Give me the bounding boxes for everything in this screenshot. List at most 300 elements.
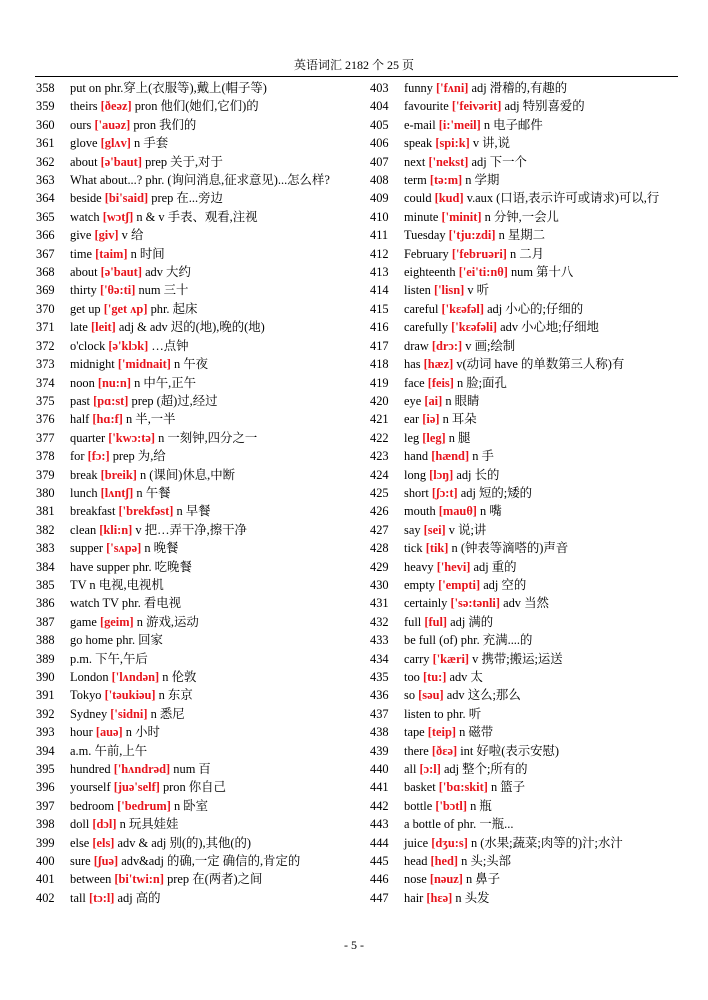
- entry-definition: n 午餐: [136, 485, 171, 500]
- entry-definition: adj 满的: [450, 614, 494, 629]
- entry-pronunciation: ['fʌni]: [436, 81, 469, 95]
- vocab-entry: [36, 300, 358, 318]
- entry-definition: 下午,午后: [95, 651, 148, 666]
- entry-pronunciation: [ʃuə]: [93, 854, 119, 869]
- entry-definition: prep 在(两者)之间: [167, 872, 263, 887]
- entry-definition: adv & adj 别(的),其他(的): [117, 835, 252, 850]
- entry-word: bedroom: [70, 798, 115, 813]
- entry-number: 389: [36, 651, 55, 666]
- entry-number: 434: [370, 651, 389, 666]
- entry-pronunciation: [ðeəz]: [100, 99, 132, 114]
- entry-definition: num 百: [173, 762, 211, 777]
- entry-word: long: [404, 467, 427, 482]
- entry-word: head: [404, 854, 428, 869]
- entry-number: 425: [370, 485, 389, 500]
- vocab-entry: [370, 834, 680, 852]
- entry-pronunciation: [pɑ:st]: [93, 393, 129, 408]
- entry-definition: n 半,一半: [126, 412, 176, 427]
- entry-definition: n 嘴: [480, 504, 502, 519]
- entry-word: o'clock: [70, 338, 106, 353]
- entry-word: noon: [70, 375, 95, 390]
- entry-pronunciation: [mauθ]: [438, 504, 477, 519]
- vocab-entry: [370, 134, 680, 152]
- entry-word: hair: [404, 890, 424, 905]
- entry-pronunciation: ['kɛəfəl]: [441, 301, 484, 316]
- vocab-entry: [370, 723, 680, 741]
- entry-word: Sydney: [70, 706, 108, 721]
- entry-definition: num 三十: [138, 283, 189, 298]
- entry-number: 364: [36, 191, 55, 206]
- entry-pronunciation: [hɑ:f]: [92, 412, 123, 427]
- entry-definition: adj 长的: [456, 467, 500, 482]
- entry-pronunciation: ['midnait]: [117, 357, 171, 372]
- entry-number: 437: [370, 706, 389, 721]
- entry-pronunciation: [taim]: [95, 246, 128, 261]
- entry-word: there: [404, 743, 429, 758]
- entry-number: 435: [370, 670, 389, 684]
- entry-number: 405: [370, 117, 389, 132]
- entry-word: term: [404, 173, 427, 188]
- vocab-entry: [370, 466, 680, 484]
- entry-word: between: [70, 872, 112, 887]
- vocab-entry: [36, 429, 358, 447]
- entry-definition: adj 下一个: [471, 154, 527, 169]
- entry-definition: n 头;头部: [461, 854, 512, 869]
- entry-word: e-mail: [404, 117, 436, 132]
- entry-definition: n 小时: [125, 725, 160, 740]
- entry-definition: phr. 充满....的: [460, 633, 533, 648]
- vocab-entry: [36, 447, 358, 465]
- entry-number: 384: [36, 559, 55, 574]
- entry-word: February: [404, 246, 449, 261]
- entry-definition: n 玩具娃娃: [119, 817, 179, 832]
- entry-pronunciation: ['kɛəfəli]: [451, 320, 498, 335]
- entry-pronunciation: [tu:]: [422, 670, 447, 684]
- vocab-entry: [370, 668, 680, 686]
- vocab-entry: [36, 374, 358, 392]
- entry-definition: v 把…弄干净,擦干净: [135, 522, 247, 537]
- entry-word: heavy: [404, 559, 434, 574]
- entry-number: 394: [36, 743, 55, 758]
- entry-definition: adv 当然: [503, 596, 549, 611]
- entry-pronunciation: ['nekst]: [428, 154, 469, 169]
- entry-word: all: [404, 762, 417, 777]
- entry-pronunciation: ['sə:tənli]: [450, 596, 500, 611]
- entry-pronunciation: [hænd]: [431, 449, 470, 464]
- entry-number: 436: [370, 688, 389, 703]
- entry-number: 377: [36, 430, 55, 445]
- entry-pronunciation: [wɔtʃ]: [102, 209, 134, 224]
- entry-number: 442: [370, 798, 389, 813]
- entry-definition: prep (超)过,经过: [131, 393, 218, 408]
- vocab-entry: [36, 613, 358, 631]
- vocab-entry: [36, 355, 358, 373]
- entry-pronunciation: ['feivərit]: [451, 99, 502, 114]
- entry-word: else: [70, 835, 90, 850]
- vocab-entry: [36, 852, 358, 870]
- entry-word: funny: [404, 81, 433, 95]
- entry-pronunciation: [kli:n]: [99, 522, 133, 537]
- entry-pronunciation: [glʌv]: [100, 136, 131, 151]
- entry-word: draw: [404, 338, 429, 353]
- entry-definition: phr.穿上(衣服等),戴上(帽子等): [104, 81, 267, 95]
- entry-word: tick: [404, 541, 423, 556]
- entry-word: full: [404, 614, 422, 629]
- entry-definition: n 早餐: [176, 504, 211, 519]
- entry-word: tape: [404, 725, 425, 740]
- vocab-entry: [36, 392, 358, 410]
- entry-number: 431: [370, 596, 389, 611]
- entry-pronunciation: ['kæri]: [432, 651, 470, 666]
- entry-number: 397: [36, 798, 55, 813]
- vocab-entry: [36, 281, 358, 299]
- vocab-entry: [370, 594, 680, 612]
- entry-number: 360: [36, 117, 55, 132]
- entry-number: 426: [370, 504, 389, 519]
- entry-word: midnight: [70, 357, 115, 372]
- entry-definition: v 画;绘制: [465, 338, 516, 353]
- entry-pronunciation: ['bɔtl]: [435, 798, 467, 813]
- vocab-entry: [370, 558, 680, 576]
- entry-word: a.m.: [70, 743, 92, 758]
- entry-definition: adj 滑稽的,有趣的: [471, 81, 568, 95]
- entry-word: have supper: [70, 559, 130, 574]
- entry-word: be full (of): [404, 633, 458, 648]
- entry-word: break: [70, 467, 98, 482]
- entry-word: beside: [70, 191, 102, 206]
- vocab-entry: [370, 79, 680, 97]
- entry-definition: n 头发: [455, 890, 490, 905]
- entry-number: 412: [370, 246, 389, 261]
- entry-definition: phr. (询问消息,征求意见)...怎么样?: [145, 173, 330, 188]
- entry-definition: adj 短的;矮的: [460, 485, 533, 500]
- entry-definition: n 二月: [510, 246, 545, 261]
- entry-word: listen to: [404, 706, 444, 721]
- entry-number: 376: [36, 412, 55, 427]
- entry-number: 401: [36, 872, 55, 887]
- entry-number: 408: [370, 173, 389, 188]
- entry-number: 375: [36, 393, 55, 408]
- vocab-entry: [36, 226, 358, 244]
- entry-word: face: [404, 375, 425, 390]
- entry-definition: n 脸;面孔: [457, 375, 507, 390]
- vocab-entry: [36, 521, 358, 539]
- entry-pronunciation: ['təukiəu]: [104, 688, 156, 703]
- entry-word: hundred: [70, 762, 111, 777]
- entry-number: 415: [370, 301, 389, 316]
- entry-number: 396: [36, 780, 55, 795]
- entry-definition: n 星期二: [498, 228, 546, 243]
- entry-pronunciation: [els]: [92, 835, 115, 850]
- entry-number: 445: [370, 854, 389, 869]
- header-rule: [35, 76, 678, 77]
- entry-word: TV: [70, 577, 87, 592]
- entry-definition: v(动词 have 的单数第三人称)有: [456, 357, 625, 372]
- entry-pronunciation: [ə'baut]: [100, 265, 142, 280]
- entry-definition: phr. 回家: [116, 633, 163, 648]
- entry-word: supper: [70, 541, 104, 556]
- entry-definition: n 游戏,运动: [136, 614, 199, 629]
- entry-number: 387: [36, 614, 55, 629]
- entry-definition: n 东京: [158, 688, 193, 703]
- entry-pronunciation: [ə'klɔk]: [108, 338, 149, 353]
- entry-definition: …点钟: [151, 338, 189, 353]
- entry-number: 390: [36, 670, 55, 684]
- vocab-entry: [370, 116, 680, 134]
- vocab-entry: [36, 815, 358, 833]
- vocab-entry: [370, 631, 680, 649]
- entry-pronunciation: ['sidni]: [110, 706, 148, 721]
- entry-definition: n 时间: [130, 246, 165, 261]
- entry-word: has: [404, 357, 421, 372]
- entry-number: 422: [370, 430, 389, 445]
- entry-definition: prep 关于,对于: [145, 154, 223, 169]
- entry-definition: adj & adv 迟的(地),晚的(地): [118, 320, 265, 335]
- vocab-entry: [370, 797, 680, 815]
- entry-definition: phr. 一瓶...: [457, 817, 514, 832]
- entry-definition: adj 特别喜爱的: [504, 99, 585, 114]
- entry-number: 409: [370, 191, 389, 206]
- vocab-entry: [370, 870, 680, 888]
- vocab-entry: [370, 539, 680, 557]
- entry-pronunciation: ['kwɔ:tə]: [108, 430, 155, 445]
- vocab-entry: [370, 521, 680, 539]
- vocab-entry: [36, 576, 358, 594]
- entry-pronunciation: [iə]: [422, 412, 440, 427]
- entry-number: 393: [36, 725, 55, 740]
- entry-number: 379: [36, 467, 55, 482]
- entry-definition: n 电视,电视机: [89, 577, 164, 592]
- vocab-entry: [370, 318, 680, 336]
- entry-pronunciation: [breik]: [100, 467, 137, 482]
- entry-number: 406: [370, 136, 389, 151]
- entry-definition: n 晚餐: [144, 541, 179, 556]
- entry-number: 423: [370, 449, 389, 464]
- entry-definition: n 伦敦: [162, 670, 197, 684]
- entry-number: 392: [36, 706, 55, 721]
- entry-number: 441: [370, 780, 389, 795]
- entry-definition: n 分钟,一会儿: [484, 209, 559, 224]
- entry-word: listen: [404, 283, 431, 298]
- entry-definition: n 磁带: [459, 725, 494, 740]
- entry-word: half: [70, 412, 90, 427]
- vocab-entry: [36, 594, 358, 612]
- entry-definition: pron 他们(她们,它们)的: [134, 99, 259, 114]
- entry-number: 374: [36, 375, 55, 390]
- vocab-entry: [370, 852, 680, 870]
- vocab-entry: [36, 870, 358, 888]
- entry-number: 417: [370, 338, 389, 353]
- vocab-entry: [370, 374, 680, 392]
- entry-pronunciation: ['get ʌp]: [103, 301, 148, 316]
- entry-pronunciation: [ɔ:l]: [419, 762, 441, 777]
- entry-number: 370: [36, 301, 55, 316]
- entry-word: empty: [404, 577, 435, 592]
- entry-definition: n (课间)休息,中断: [140, 467, 236, 482]
- entry-pronunciation: ['tju:zdi]: [448, 228, 496, 243]
- entry-word: for: [70, 449, 85, 464]
- entry-definition: n 卧室: [173, 798, 209, 813]
- entry-definition: v 说;讲: [448, 522, 487, 537]
- vocab-entry: [36, 705, 358, 723]
- entry-number: 383: [36, 541, 55, 556]
- entry-number: 391: [36, 688, 55, 703]
- vocab-entry: [370, 410, 680, 428]
- vocab-entry: [370, 337, 680, 355]
- entry-pronunciation: [tɔ:l]: [88, 890, 115, 905]
- entry-word: favourite: [404, 99, 449, 114]
- entry-number: 443: [370, 817, 389, 832]
- entry-word: carry: [404, 651, 430, 666]
- entry-pronunciation: ['minit]: [441, 209, 482, 224]
- entry-word: basket: [404, 780, 436, 795]
- vocab-entry: [370, 189, 680, 207]
- vocab-entry: [36, 484, 358, 502]
- entry-number: 368: [36, 265, 55, 280]
- entry-word: lunch: [70, 485, 98, 500]
- entry-pronunciation: [feis]: [427, 375, 454, 390]
- entry-word: ear: [404, 412, 420, 427]
- entry-pronunciation: [ai]: [424, 393, 443, 408]
- vocab-entry: [36, 318, 358, 336]
- entry-number: 372: [36, 338, 55, 353]
- entry-definition: n & v 手表、观看,注视: [136, 209, 258, 224]
- entry-word: quarter: [70, 430, 106, 445]
- entry-pronunciation: [bi'said]: [104, 191, 149, 206]
- entry-pronunciation: [səu]: [418, 688, 444, 703]
- entry-word: tall: [70, 890, 86, 905]
- entry-pronunciation: [hed]: [430, 854, 459, 869]
- vocab-entry: [370, 447, 680, 465]
- entry-word: nose: [404, 872, 427, 887]
- entry-word: could: [404, 191, 432, 206]
- vocab-entry: [36, 208, 358, 226]
- vocab-entry: [370, 613, 680, 631]
- entry-word: yourself: [70, 780, 111, 795]
- entry-number: 378: [36, 449, 55, 464]
- entry-definition: phr. 看电视: [121, 596, 182, 611]
- vocab-entry: [370, 153, 680, 171]
- entry-number: 399: [36, 835, 55, 850]
- entry-number: 433: [370, 633, 389, 648]
- entry-pronunciation: [drɔ:]: [431, 338, 463, 353]
- entry-number: 361: [36, 136, 55, 151]
- entry-word: eye: [404, 393, 422, 408]
- entry-definition: n 一刻钟,四分之一: [158, 430, 258, 445]
- entry-number: 402: [36, 890, 55, 905]
- vocab-entry: [370, 245, 680, 263]
- vocab-entry: [370, 429, 680, 447]
- entry-definition: phr. 起床: [150, 301, 198, 316]
- entry-word: speak: [404, 136, 433, 151]
- entry-number: 444: [370, 835, 389, 850]
- vocab-entry: [370, 263, 680, 281]
- entry-definition: n 篮子: [491, 780, 526, 795]
- entry-pronunciation: ['hʌndrəd]: [113, 762, 171, 777]
- entry-pronunciation: [bi'twi:n]: [114, 872, 164, 887]
- entry-definition: n (钟表等滴嗒的)声音: [451, 541, 569, 556]
- entry-number: 411: [370, 228, 389, 243]
- entry-number: 380: [36, 485, 55, 500]
- entry-definition: prep 为,给: [112, 449, 166, 464]
- entry-word: hand: [404, 449, 429, 464]
- entry-number: 421: [370, 412, 389, 427]
- vocab-entry: [36, 834, 358, 852]
- entry-pronunciation: [leg]: [422, 430, 446, 445]
- vocab-entry: [370, 97, 680, 115]
- vocab-entry: [370, 815, 680, 833]
- entry-pronunciation: [nu:n]: [97, 375, 131, 390]
- entry-definition: adj 小心的;仔细的: [487, 301, 584, 316]
- entry-number: 410: [370, 209, 389, 224]
- vocab-entry: [370, 392, 680, 410]
- entry-definition: n 手套: [134, 136, 169, 151]
- entry-pronunciation: [tik]: [425, 541, 449, 556]
- entry-number: 418: [370, 357, 389, 372]
- entry-word: give: [70, 228, 92, 243]
- entry-number: 403: [370, 81, 389, 95]
- entry-pronunciation: [ə'baut]: [100, 154, 142, 169]
- right-column: [370, 79, 680, 907]
- vocab-entry: [36, 189, 358, 207]
- vocab-entry: [370, 484, 680, 502]
- entry-number: 373: [36, 357, 55, 372]
- vocab-entry: [370, 576, 680, 594]
- entry-word: breakfast: [70, 504, 116, 519]
- entry-pronunciation: [lʌntʃ]: [100, 485, 134, 500]
- vocab-entry: [36, 410, 358, 428]
- entry-definition: adv 小心地;仔细地: [500, 320, 599, 335]
- entry-word: careful: [404, 301, 439, 316]
- entry-definition: adj 重的: [473, 559, 517, 574]
- entry-word: certainly: [404, 596, 448, 611]
- vocab-entry: [36, 539, 358, 557]
- entry-word: get up: [70, 301, 101, 316]
- entry-definition: n 耳朵: [442, 412, 477, 427]
- vocab-entry: [370, 705, 680, 723]
- entry-pronunciation: [kud]: [434, 191, 464, 206]
- entry-number: 363: [36, 173, 55, 188]
- entry-definition: v 讲,说: [472, 136, 511, 151]
- entry-definition: n 瓶: [470, 798, 492, 813]
- entry-word: watch TV: [70, 596, 119, 611]
- entry-definition: n 手: [472, 449, 494, 464]
- entry-number: 366: [36, 228, 55, 243]
- entry-pronunciation: [i:'meil]: [438, 117, 481, 132]
- vocab-entry: [36, 97, 358, 115]
- entry-definition: adj 整个;所有的: [443, 762, 528, 777]
- entry-word: glove: [70, 136, 98, 151]
- entry-word: watch: [70, 209, 100, 224]
- entry-pronunciation: ['lisn]: [433, 283, 465, 298]
- entry-number: 359: [36, 99, 55, 114]
- entry-definition: v 给: [121, 228, 144, 243]
- entry-number: 439: [370, 743, 389, 758]
- vocab-entry: [36, 116, 358, 134]
- entry-word: carefully: [404, 320, 449, 335]
- entry-word: theirs: [70, 99, 98, 114]
- entry-word: next: [404, 154, 426, 169]
- vocab-entry: [36, 558, 358, 576]
- entry-word: thirty: [70, 283, 97, 298]
- entry-pronunciation: [giv]: [94, 228, 119, 243]
- entry-pronunciation: ['lʌndən]: [111, 670, 160, 684]
- entry-definition: pron 你自己: [162, 780, 226, 795]
- entry-number: 371: [36, 320, 55, 335]
- vocab-entry: [36, 245, 358, 263]
- entry-word: mouth: [404, 504, 436, 519]
- vocab-entry: [36, 79, 358, 97]
